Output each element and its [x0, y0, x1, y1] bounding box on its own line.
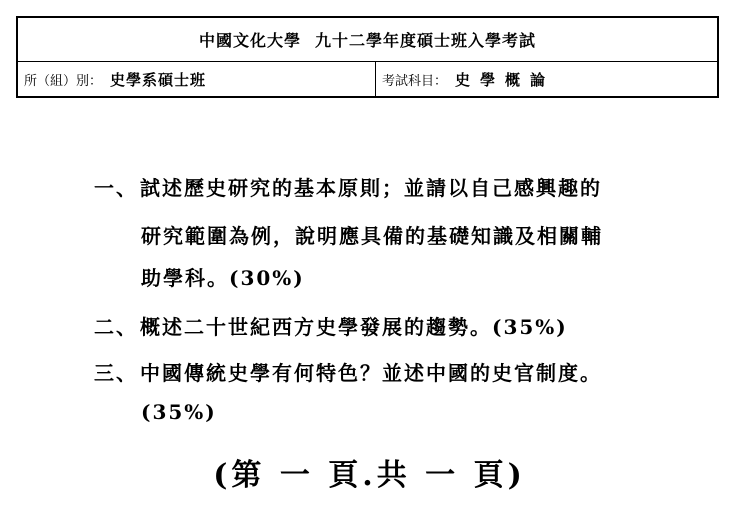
- school-name: 中國文化大學: [198, 31, 301, 50]
- department-cell: [18, 62, 376, 96]
- question-1-line-3: 助學科。(30%): [141, 266, 305, 290]
- exam-header: [16, 16, 719, 98]
- subject-label: 考試科目：: [382, 73, 448, 89]
- department-label: 所（組）別：: [24, 73, 103, 89]
- header-title-row: [18, 18, 717, 62]
- subject-value: 史學概論: [455, 70, 556, 89]
- question-3-line-1: [94, 357, 602, 386]
- question-1-line-1: [94, 172, 602, 201]
- question-2-number: 二、: [94, 315, 138, 339]
- subject-cell: [376, 62, 717, 96]
- department-value: 史學系碩士班: [110, 70, 207, 89]
- question-1-number: 一、: [94, 176, 138, 200]
- question-1-text-1: 試述歷史研究的基本原則；並請以自己感興趣的: [140, 176, 602, 200]
- question-3-line-2: (35%): [141, 400, 217, 424]
- question-3-number: 三、: [94, 361, 138, 385]
- question-2-text-1: 概述二十世紀西方史學發展的趨勢。(35%): [140, 315, 568, 339]
- exam-title: 九十二學年度碩士班入學考試: [315, 31, 537, 50]
- header-info-row: [18, 62, 717, 96]
- page-number: (第 一 頁.共 一 頁): [213, 458, 526, 493]
- question-2-line-1: [94, 311, 568, 340]
- question-1-line-2: 研究範圍為例，說明應具備的基礎知識及相關輔: [141, 224, 603, 248]
- question-3-text-1: 中國傳統史學有何特色？並述中國的史官制度。: [140, 361, 602, 385]
